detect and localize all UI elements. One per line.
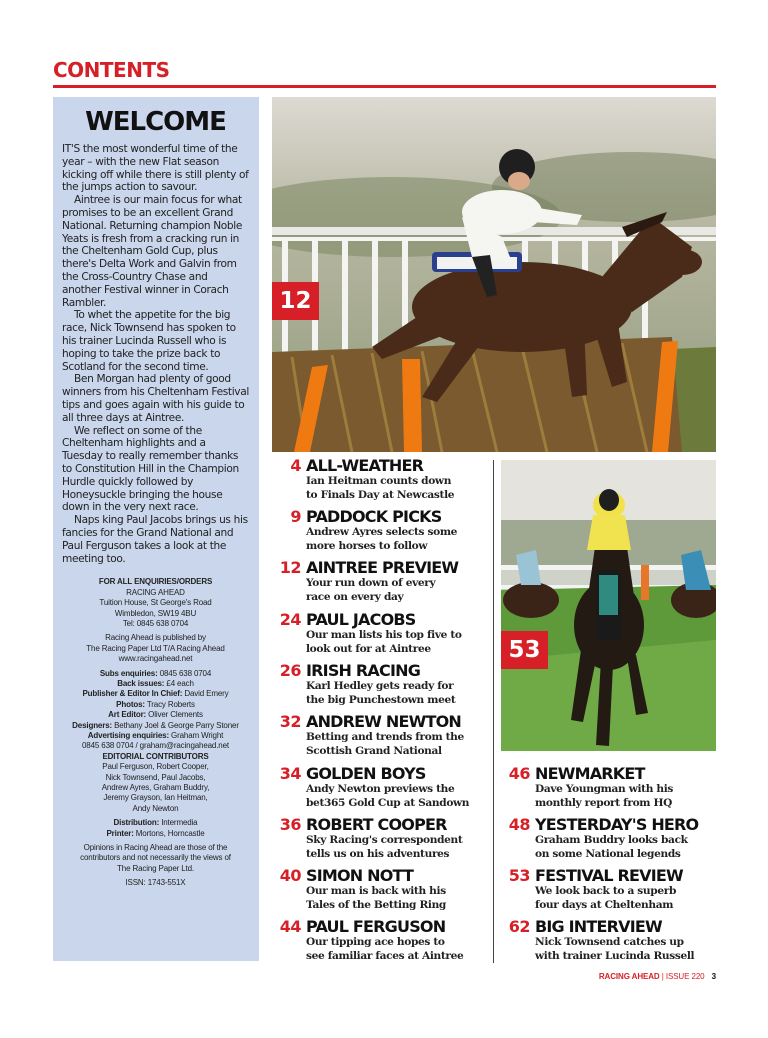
published-line: Racing Ahead is published by — [105, 633, 206, 643]
printer-line: Printer: Mortons, Horncastle — [106, 828, 205, 838]
contents-entry[interactable] — [272, 661, 487, 707]
page-badge: 12 — [272, 282, 319, 320]
page-title: CONTENTS — [53, 58, 170, 82]
welcome-paragraph: Aintree is our main focus for what promises to be an excellent Grand National. Returning champion Noble Yeats is fresh from a cracking run in the Cheltenham Gold Cup, plus there's Delta Work and Galvin from the Cross-Country Chase and another Festival winner in Corach Rambler. — [62, 194, 243, 309]
contents-entry[interactable] — [272, 815, 487, 861]
welcome-paragraph: To whet the appetite for the big race, Nick Townsend has spoken to his trainer Lucinda Russell who is hoping to take the prize back to Scotland for the second time. — [62, 309, 236, 373]
entry-headline: BIG INTERVIEW — [535, 917, 662, 936]
entry-description: Graham Buddry looks back — [535, 834, 688, 846]
entry-description: see familiar faces at Aintree — [306, 949, 464, 962]
entry-headline: GOLDEN BOYS — [306, 764, 426, 783]
entry-headline: NEWMARKET — [535, 764, 645, 783]
page-number: 32 — [279, 712, 301, 731]
entry-description: to Finals Day at Newcastle — [306, 488, 455, 501]
page-number: 4 — [290, 456, 301, 475]
entry-description: Andy Newton previews the — [306, 783, 455, 795]
contributors-line: Nick Townsend, Paul Jacobs, — [105, 772, 206, 782]
page-number: 40 — [279, 866, 301, 885]
entry-description: Andrew Ayres selects some — [306, 526, 458, 538]
contributors-line: Andrew Ayres, Graham Buddry, — [101, 783, 210, 793]
subs-line: Subs enquiries: 0845 638 0704 — [99, 668, 212, 678]
contributors-line: Paul Ferguson, Robert Cooper, — [102, 762, 209, 772]
opinions-line: The Racing Paper Ltd. — [117, 863, 194, 873]
entry-headline: SIMON NOTT — [306, 866, 414, 885]
welcome-title: WELCOME — [85, 107, 226, 137]
footer-brand: RACING AHEAD — [598, 972, 660, 981]
distribution-line: Distribution: Intermedia — [113, 818, 198, 828]
entry-description: Our tipping ace hopes to — [306, 936, 445, 948]
entry-description: Scottish Grand National — [306, 744, 442, 757]
page-number: 53 — [508, 866, 530, 885]
hurdle-jump-photo[interactable] — [272, 97, 716, 452]
company-name: RACING AHEAD — [126, 587, 185, 597]
page-number: 26 — [279, 661, 301, 680]
entry-headline: ALL-WEATHER — [306, 456, 424, 475]
welcome-paragraph: Ben Morgan had plenty of good winners from his Cheltenham Festival tips and goes again with his guide to all three days at Aintree. — [62, 373, 249, 424]
entry-description: Nick Townsend catches up — [535, 936, 684, 948]
website-link[interactable]: www.racingahead.net — [118, 654, 193, 664]
racing-photo[interactable] — [501, 460, 716, 751]
designers-line: Designers: Bethany Joel & George Parry Stoner — [72, 720, 239, 730]
entry-description: look out for at Aintree — [306, 642, 431, 655]
enquiries-title: FOR ALL ENQUIRIES/ORDERS — [98, 577, 213, 587]
advertising-contact: 0845 638 0704 / graham@racingahead.net — [82, 741, 229, 751]
contents-entry[interactable] — [501, 917, 716, 963]
contents-entry[interactable] — [272, 507, 487, 553]
contents-entry[interactable] — [501, 764, 716, 810]
entry-description: Our man is back with his — [306, 885, 446, 897]
welcome-paragraph: Naps king Paul Jacobs brings us his fancies for the Grand National and Paul Ferguson takes a look at the meeting too. — [62, 514, 248, 565]
entry-description: We look back to a superb — [535, 885, 676, 897]
entry-description: four days at Cheltenham — [535, 898, 674, 911]
entry-description: the big Punchestown meet — [306, 693, 456, 706]
page-badge: 53 — [501, 631, 548, 669]
page-number: 62 — [508, 917, 530, 936]
credits-block — [62, 577, 249, 888]
page-number: 44 — [279, 917, 301, 936]
entry-description: more horses to follow — [306, 539, 428, 552]
contents-entry[interactable] — [272, 712, 487, 758]
column-divider — [493, 460, 494, 963]
footer-issue: | ISSUE 220 — [661, 972, 705, 981]
entry-headline: PAUL JACOBS — [306, 610, 416, 629]
footer-page-number: 3 — [711, 972, 716, 981]
entry-description: race on every day — [306, 590, 404, 603]
entry-headline: PAUL FERGUSON — [306, 917, 446, 936]
entry-headline: AINTREE PREVIEW — [306, 558, 459, 577]
welcome-panel — [53, 97, 259, 961]
page-number: 9 — [290, 507, 301, 526]
welcome-paragraph: We reflect on some of the Cheltenham highlights and a Tuesday to really remember thanks to Constitution Hill in the Champion Hurdle quickly followed by Honeysuckle bringing the house down in the very next race. — [62, 424, 239, 514]
issn: ISSN: 1743-551X — [125, 878, 186, 888]
advertising-line: Advertising enquiries: Graham Wright — [87, 730, 224, 740]
entry-description: Your run down of every — [306, 577, 436, 589]
entry-description: tells us on his adventures — [306, 847, 450, 860]
contents-header — [53, 58, 716, 88]
entry-description: bet365 Gold Cup at Sandown — [306, 796, 470, 809]
page-number: 36 — [279, 815, 301, 834]
art-editor-line: Art Editor: Oliver Clements — [108, 710, 203, 720]
page-number: 24 — [279, 610, 301, 629]
entry-description: Ian Heitman counts down — [306, 475, 452, 487]
entry-description: Tales of the Betting Ring — [306, 898, 446, 911]
entry-description: Karl Hedley gets ready for — [306, 680, 454, 692]
entry-description: on some National legends — [535, 847, 681, 860]
entry-headline: PADDOCK PICKS — [306, 507, 442, 526]
entry-description: Dave Youngman with his — [535, 783, 674, 795]
photos-line: Photos: Tracy Roberts — [116, 699, 195, 709]
contributors-line: Jeremy Grayson, Ian Heitman, — [103, 793, 208, 803]
contents-entry[interactable] — [501, 866, 716, 912]
entry-headline: YESTERDAY'S HERO — [535, 815, 699, 834]
entry-headline: IRISH RACING — [306, 661, 421, 680]
opinions-line: contributors and not necessarily the views of — [80, 853, 231, 863]
entry-description: Betting and trends from the — [306, 731, 464, 743]
contents-entry[interactable] — [272, 866, 487, 912]
entry-headline: ANDREW NEWTON — [306, 712, 461, 731]
contributors-title: EDITORIAL CONTRIBUTORS — [102, 751, 209, 761]
back-issues-line: Back issues: £4 each — [117, 678, 194, 688]
publisher-line: Publisher & Editor In Chief: David Emery — [82, 689, 229, 699]
entry-description: monthly report from HQ — [535, 796, 673, 809]
entry-description: Sky Racing's correspondent — [306, 834, 463, 846]
contents-entry[interactable] — [272, 610, 487, 656]
published-line: The Racing Paper Ltd T/A Racing Ahead — [86, 643, 225, 653]
contents-entry[interactable] — [501, 815, 716, 861]
contents-entry[interactable] — [272, 764, 487, 810]
address-line: Tuition House, St George's Road — [99, 598, 212, 608]
page-number: 48 — [508, 815, 530, 834]
contents-entry[interactable] — [272, 558, 487, 604]
entry-headline: ROBERT COOPER — [306, 815, 447, 834]
page-number: 34 — [279, 764, 301, 783]
contributors-line: Andy Newton — [132, 803, 179, 813]
welcome-paragraph: IT'S the most wonderful time of the year – with the new Flat season kicking off while there is still plenty of the jumps action to savour. — [62, 143, 249, 194]
entry-description: Our man lists his top five to — [306, 629, 462, 641]
telephone: Tel: 0845 638 0704 — [122, 618, 189, 628]
contents-entry[interactable] — [272, 917, 487, 963]
page-number: 46 — [508, 764, 530, 783]
address-line: Wimbledon, SW19 4BU — [114, 608, 197, 618]
entry-description: with trainer Lucinda Russell — [535, 949, 695, 962]
entry-headline: FESTIVAL REVIEW — [535, 866, 683, 885]
page-number: 12 — [279, 558, 301, 577]
opinions-line: Opinions in Racing Ahead are those of the — [83, 843, 228, 853]
contents-entry[interactable] — [272, 456, 487, 502]
page-footer — [560, 972, 716, 981]
